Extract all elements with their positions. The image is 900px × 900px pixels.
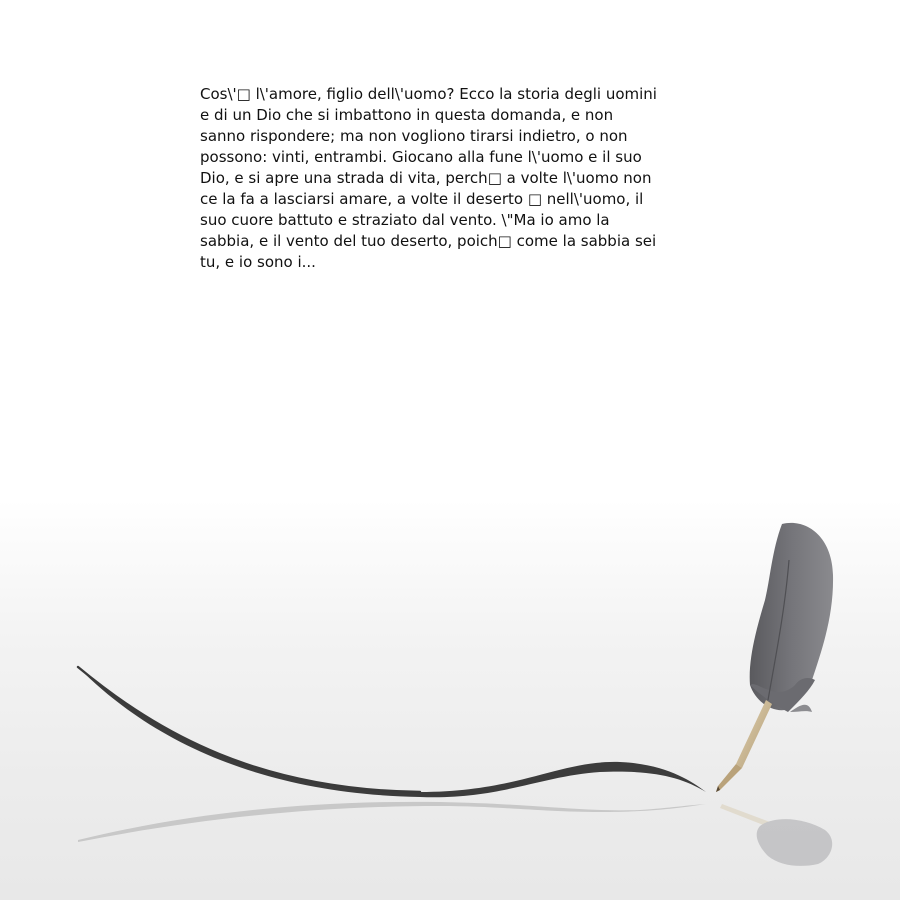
quill-shaft <box>736 700 772 768</box>
book-excerpt-text: Cos\'□ l\'amore, figlio dell\'uomo? Ecco la storia degli uomini e di un Dio che si imbattono in questa domanda, e non sanno rispondere; ma non vogliono tirarsi indietro, o non possono: vinti, entrambi. Giocano alla fune l\'uomo e il suo Dio, e si apre una strada di vita, perch□ a volte l\'uomo non ce la fa a lasciarsi amare, a volte il deserto □ nell\'uomo, il suo cuore battuto e straziato dal vento. \"Ma io amo la sabbia, e il vento del tuo deserto, poich□ come la sabbia sei tu, e io sono i... <box>200 85 657 271</box>
ink-reflection <box>78 802 706 842</box>
quill-reflection <box>720 804 832 866</box>
ink-stroke-line <box>78 667 420 792</box>
feather <box>750 523 833 712</box>
quill-nib <box>716 764 742 792</box>
